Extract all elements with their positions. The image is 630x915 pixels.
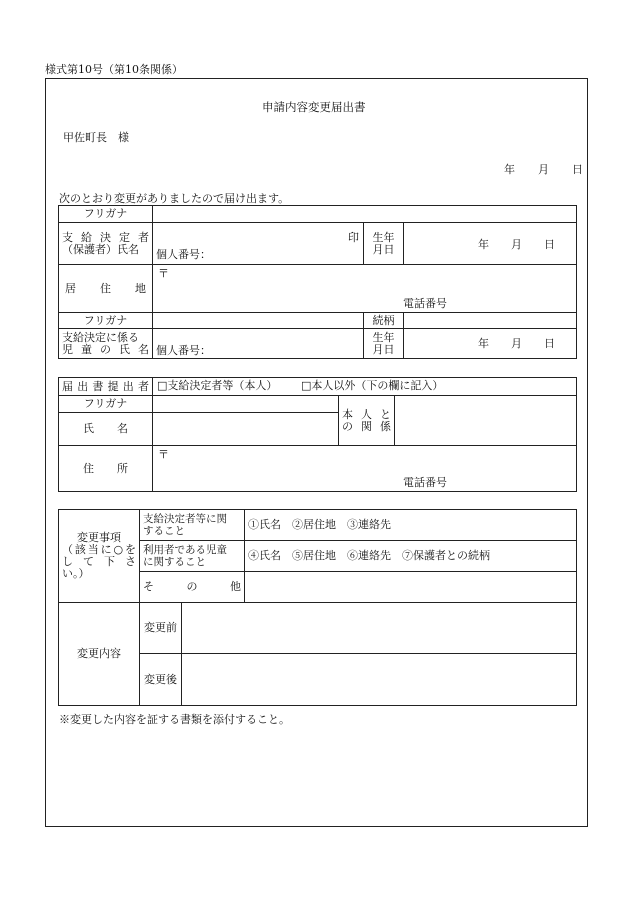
change-content-label: 変更内容 (59, 603, 140, 706)
address-field[interactable] (153, 265, 577, 313)
submitter-furigana-field[interactable] (153, 396, 339, 413)
submitter-furigana-label: フリガナ (59, 396, 153, 413)
category-child-options[interactable]: ④氏名 ⑤居住地 ⑥連絡先 ⑦保護者との続柄 (245, 541, 577, 572)
submitter-name-label: 氏名 (59, 413, 153, 446)
relation-field[interactable] (404, 313, 577, 329)
submitter-label: 届出書提出者 (59, 378, 153, 396)
change-table (58, 509, 577, 706)
birth-date-label: 生年 月日 (364, 223, 404, 265)
child-furigana-field[interactable] (153, 313, 364, 329)
submitter-address-label: 住所 (59, 446, 153, 492)
addressee: 甲佐町長 様 (63, 131, 129, 144)
date-day: 日 (572, 163, 583, 176)
child-name-label: 支給決定に係る 児童の氏名 (59, 329, 153, 359)
decision-holder-field[interactable] (153, 223, 364, 265)
birth-date-field[interactable]: 年 月 日 (404, 223, 577, 265)
category-child: 利用者である児童 に関すること (140, 541, 245, 572)
date-year: 年 (504, 163, 515, 176)
child-personal-number-label: 個人番号： (156, 344, 211, 357)
child-birth-field[interactable]: 年 月 日 (404, 329, 577, 359)
child-birth-label: 生年 月日 (364, 329, 404, 359)
child-furigana-label: フリガナ (59, 313, 153, 329)
submitter-relation-field[interactable] (395, 396, 577, 446)
furigana-field[interactable] (153, 206, 577, 223)
footnote: ※変更した内容を証する書類を添付すること。 (59, 713, 290, 726)
child-name-field[interactable] (153, 329, 364, 359)
submitter-phone-label: 電話番号 (403, 476, 447, 489)
option-other-checkbox[interactable]: □本人以外（下の欄に記入） (301, 379, 444, 392)
intro-text: 次のとおり変更がありましたので届け出ます。 (59, 192, 290, 205)
furigana-label: フリガナ (59, 206, 153, 223)
category-decision-holder-options[interactable]: ①氏名 ②居住地 ③連絡先 (245, 510, 577, 541)
form-number: 様式第10号（第10条関係） (45, 63, 183, 76)
relation-label: 続柄 (364, 313, 404, 329)
category-other: その他 (140, 572, 245, 603)
after-label: 変更後 (140, 654, 182, 706)
submitter-postal-mark: 〒 (158, 448, 169, 461)
personal-number-label: 個人番号： (156, 248, 211, 261)
submitter-relation-label: 本人と の関係 (339, 396, 395, 446)
submitter-table (58, 377, 577, 492)
submitter-name-field[interactable] (153, 413, 339, 446)
category-other-field[interactable] (245, 572, 577, 603)
address-label: 居住地 (59, 265, 153, 313)
seal-mark: 印 (348, 231, 359, 244)
applicant-table (58, 205, 577, 359)
phone-label: 電話番号 (403, 297, 447, 310)
submitter-options (153, 378, 577, 396)
after-field[interactable] (182, 654, 577, 706)
option-self-checkbox[interactable]: □支給決定者等（本人） (157, 379, 278, 392)
before-label: 変更前 (140, 603, 182, 654)
change-items-label: 変更事項 （該当に○を して下さ い。） (59, 510, 140, 603)
postal-mark: 〒 (158, 267, 169, 280)
category-decision-holder: 支給決定者等に関 すること (140, 510, 245, 541)
submitter-address-field[interactable] (153, 446, 577, 492)
decision-holder-label: 支給決定者 （保護者）氏名 (59, 223, 153, 265)
before-field[interactable] (182, 603, 577, 654)
date-month: 月 (538, 163, 549, 176)
form-title: 申請内容変更届出書 (262, 100, 366, 114)
